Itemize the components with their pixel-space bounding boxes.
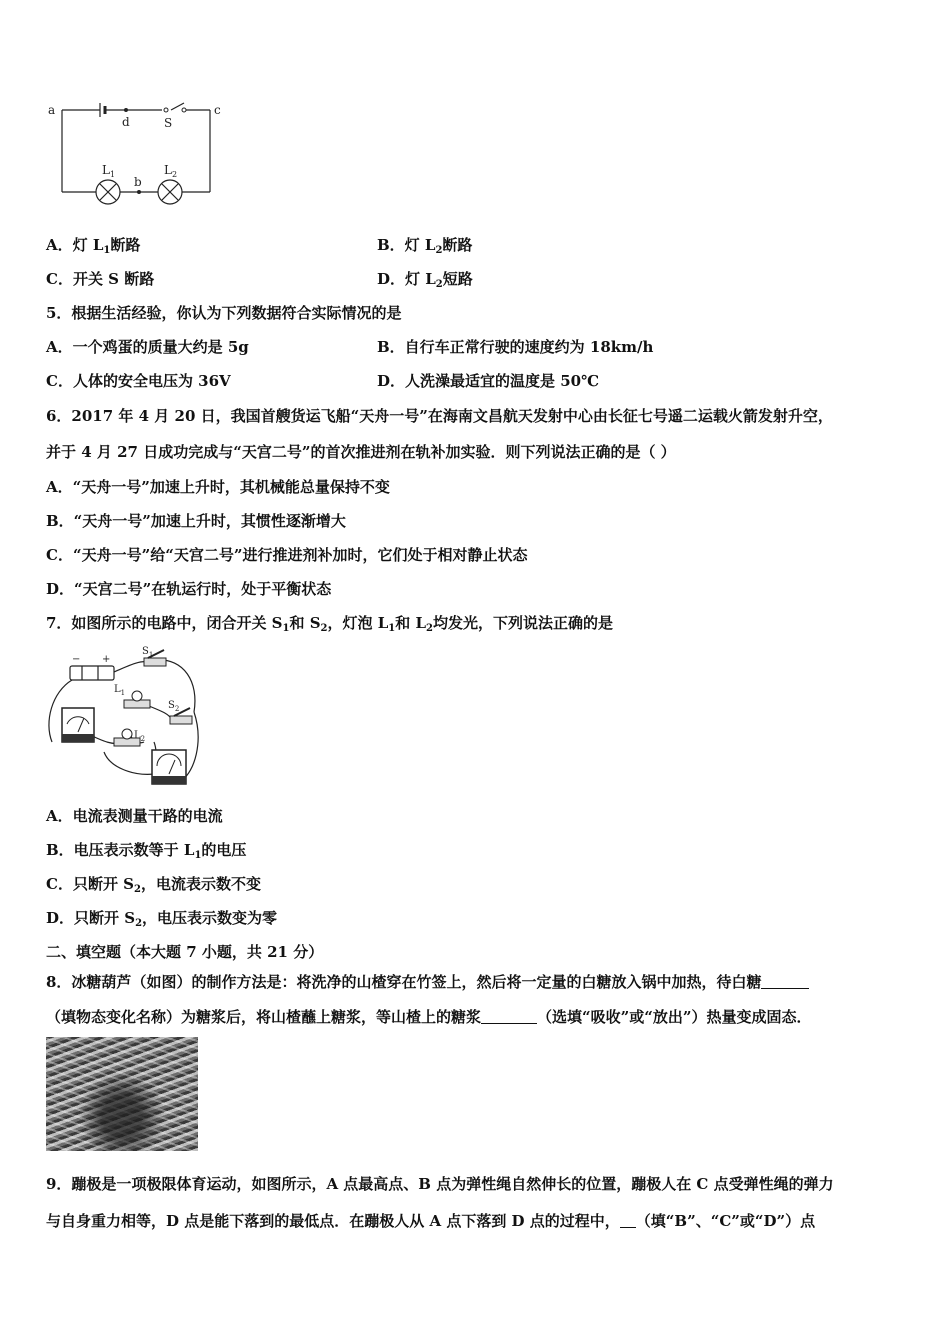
q5-option-d[interactable]: D．人洗澡最适宜的温度是 50℃ bbox=[377, 372, 600, 390]
label-plus: + bbox=[102, 654, 111, 665]
label-a: a bbox=[48, 103, 56, 117]
label-s2: $S_2$ bbox=[168, 700, 180, 713]
q8-line2: （填物态变化名称）为糖浆后，将山楂蘸上糖浆，等山楂上的糖浆 （选填“吸收”或“放出”）热量变成固态． bbox=[46, 1008, 812, 1026]
q7-option-c[interactable]: C．只断开 $S_2$，电流表示数不变 bbox=[46, 875, 261, 895]
circuit-photo-q7 bbox=[44, 642, 209, 788]
label-s1: $S_1$ bbox=[142, 646, 154, 659]
q8-blank-1[interactable] bbox=[761, 974, 809, 989]
label-c: c bbox=[214, 103, 221, 117]
label-l1: $L_1$ bbox=[114, 684, 126, 697]
q5-option-c[interactable]: C．人体的安全电压为 36V bbox=[46, 372, 231, 390]
candied-haws-photo bbox=[46, 1037, 198, 1151]
q9-blank[interactable] bbox=[620, 1213, 636, 1228]
section-2-title: 二、填空题（本大题 7 小题，共 21 分） bbox=[46, 943, 324, 961]
q9-line1: 9．蹦极是一项极限体育运动，如图所示，A 点最高点、B 点为弹性绳自然伸长的位置，蹦极人在 C 点受弹性绳的弹力 bbox=[46, 1175, 834, 1193]
circuit-diagram-q4 bbox=[44, 96, 234, 214]
q6-stem-line2: 并于 4 月 27 日成功完成与“天宫二号”的首次推进剂在轨补加实验．则下列说法正确的是（ ） bbox=[46, 443, 676, 461]
label-s: S bbox=[164, 116, 173, 130]
q6-stem-line1: 6．2017 年 4 月 20 日，我国首艘货运飞船“天舟一号”在海南文昌航天发射中心由长征七号遥二运载火箭发射升空， bbox=[46, 407, 833, 425]
q7-option-b[interactable]: B．电压表示数等于 $L_1$的电压 bbox=[46, 841, 247, 861]
label-minus: − bbox=[72, 654, 81, 665]
label-l2: $L_2$ bbox=[164, 163, 178, 179]
q6-option-a[interactable]: A．“天舟一号”加速上升时，其机械能总量保持不变 bbox=[46, 478, 390, 496]
label-l2: $L_2$ bbox=[134, 730, 146, 743]
ammeter bbox=[62, 708, 94, 742]
q8-line1: 8．冰糖葫芦（如图）的制作方法是：将洗净的山楂穿在竹签上，然后将一定量的白糖放入锅中加热，待白糖 bbox=[46, 972, 809, 992]
q7-stem: 7．如图所示的电路中，闭合开关 $S_1$和 $S_2$，灯泡 $L_1$和 $L_2$均发光，下列说法正确的是 bbox=[46, 614, 614, 634]
battery-box bbox=[70, 666, 114, 680]
q4-option-d[interactable]: D．灯 $L_2$短路 bbox=[377, 270, 473, 290]
q8-blank-2[interactable] bbox=[481, 1009, 537, 1024]
q5-option-b[interactable]: B．自行车正常行驶的速度约为 18km/h bbox=[377, 338, 654, 356]
q7-option-a[interactable]: A．电流表测量干路的电流 bbox=[46, 807, 223, 825]
q5-option-a[interactable]: A．一个鸡蛋的质量大约是 5g bbox=[46, 338, 249, 356]
q6-option-d[interactable]: D．“天宫二号”在轨运行时，处于平衡状态 bbox=[46, 580, 332, 598]
label-l1: $L_1$ bbox=[102, 163, 116, 179]
q7-option-d[interactable]: D．只断开 $S_2$，电压表示数变为零 bbox=[46, 909, 278, 929]
q6-option-c[interactable]: C．“天舟一号”给“天宫二号”进行推进剂补加时，它们处于相对静止状态 bbox=[46, 546, 528, 564]
q4-option-b[interactable]: B．灯 $L_2$断路 bbox=[377, 236, 473, 256]
voltmeter bbox=[152, 750, 186, 784]
label-b: b bbox=[134, 175, 142, 189]
label-d: d bbox=[122, 115, 130, 129]
q6-option-b[interactable]: B．“天舟一号”加速上升时，其惯性逐渐增大 bbox=[46, 512, 346, 530]
q5-stem: 5．根据生活经验，你认为下列数据符合实际情况的是 bbox=[46, 304, 402, 322]
lamp-l1 bbox=[124, 691, 150, 708]
q4-option-c[interactable]: C．开关 S 断路 bbox=[46, 270, 155, 288]
q9-line2: 与自身重力相等，D 点是能下落到的最低点．在蹦极人从 A 点下落到 D 点的过程中， （填“B”、“C”或“D”）点 bbox=[46, 1212, 816, 1230]
q4-option-a[interactable]: A．灯 $L_1$断路 bbox=[46, 236, 141, 256]
